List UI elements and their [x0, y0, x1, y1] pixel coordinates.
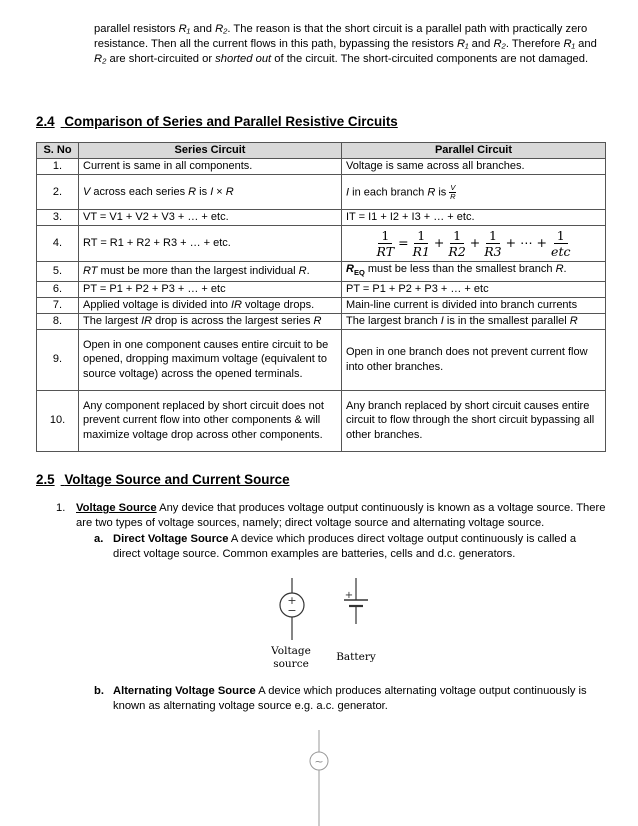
- section-2-4-heading: [36, 114, 398, 129]
- row-number: 5.: [37, 262, 79, 282]
- row-number: 9.: [37, 329, 79, 390]
- var-i: I: [210, 185, 214, 198]
- sub-label-a: a.: [94, 533, 104, 545]
- cell-text: in each branch: [349, 185, 428, 198]
- voltage-source-item: [76, 501, 606, 531]
- cell-text: voltage drops.: [241, 298, 315, 311]
- table-row: [37, 226, 606, 262]
- fraction-1-rt: [377, 228, 395, 259]
- battery-caption: Battery: [336, 651, 376, 663]
- reciprocal-resistance-equation: [346, 228, 601, 259]
- var-i: I: [440, 314, 444, 327]
- header-sno: S. No: [37, 143, 79, 159]
- section-number: 2.4: [36, 114, 55, 129]
- row-number: 2.: [37, 175, 79, 210]
- parallel-cell: IT = I1 + I2 + I3 + … + etc.: [342, 210, 606, 226]
- r1-symbol: R₁: [563, 38, 576, 50]
- parallel-cell: Voltage is same across all branches.: [342, 159, 606, 175]
- fraction-1-etc: [551, 228, 570, 259]
- table-header-row: [37, 143, 606, 159]
- intro-text: . Therefore: [505, 38, 564, 50]
- intro-text: . The reason is that the short circuit is a parallel path with practically zero resistance. Then all the current flows in this path, bypassing the resistors: [94, 23, 588, 50]
- item-text: A device which produces direct voltage output continuously is called a direct voltage source. Common examples are batteries, cells and d.c. generators.: [113, 533, 577, 560]
- section-title: Voltage Source and Current Source: [64, 472, 290, 487]
- var-r: R: [569, 314, 578, 327]
- voltage-source-symbol: [272, 578, 312, 640]
- intro-paragraph: [94, 22, 604, 67]
- series-cell: Current is same in all components.: [79, 159, 342, 175]
- row-number: 3.: [37, 210, 79, 226]
- var-r: R: [225, 185, 234, 198]
- comparison-table: [36, 142, 606, 452]
- row-number: 1.: [37, 159, 79, 175]
- intro-text: and: [190, 23, 216, 35]
- r1-symbol: R₁: [178, 23, 191, 35]
- parallel-cell: [342, 175, 606, 210]
- cell-text: is in the smallest parallel: [443, 314, 570, 327]
- series-cell: Any component replaced by short circuit does not prevent current flow into other components & will maximize voltage drop across other components.: [79, 390, 342, 451]
- fraction-1-r3: [484, 228, 501, 259]
- minus-sign: −: [287, 604, 297, 617]
- section-number: 2.5: [36, 472, 55, 487]
- parallel-cell: [342, 313, 606, 329]
- cell-text: The largest branch: [346, 314, 441, 327]
- cell-text: across each series: [90, 185, 189, 198]
- r2-symbol: R₂: [94, 53, 107, 65]
- voltage-source-term: Voltage Source: [76, 502, 157, 514]
- numerator: 1: [486, 228, 500, 244]
- item-text: A device which produces alternating voltage output continuously is known as alternating voltage source e.g. a.c. generator.: [113, 685, 587, 712]
- series-cell: [79, 297, 342, 313]
- intro-text: parallel resistors: [94, 23, 179, 35]
- tilde-sign: ~: [314, 755, 324, 768]
- cell-text: is: [435, 185, 450, 198]
- cell-text: The largest: [83, 314, 142, 327]
- cell-text: .: [306, 265, 310, 278]
- plus-sign: +: [287, 594, 297, 607]
- fraction-numerator: V: [450, 182, 456, 192]
- equals-sign: =: [398, 235, 409, 251]
- series-cell: Open in one component causes entire circuit to be opened, dropping maximum voltage (equivalent to source voltage) across the opened terminals.: [79, 329, 342, 390]
- row-number: 10.: [37, 390, 79, 451]
- header-parallel: Parallel Circuit: [342, 143, 606, 159]
- series-cell: [79, 262, 342, 282]
- table-row: [37, 313, 606, 329]
- parallel-cell: Main-line current is divided into branch currents: [342, 297, 606, 313]
- r1-symbol: R₁: [456, 38, 469, 50]
- ac-source-symbol: [306, 730, 332, 826]
- fraction-1-r1: [413, 228, 430, 259]
- denominator: RT: [376, 244, 395, 259]
- cell-text: must be less than the smallest branch: [364, 263, 556, 275]
- var-i: I: [346, 185, 350, 198]
- ellipsis-plus: + ⋯ +: [505, 235, 548, 251]
- shorted-out-term: shorted out: [215, 53, 272, 65]
- row-number: 7.: [37, 297, 79, 313]
- var-r: R: [298, 265, 307, 278]
- sub-label-b: b.: [94, 685, 104, 697]
- var-r: R: [427, 185, 436, 198]
- var-r: R: [313, 314, 322, 327]
- parallel-cell: Open in one branch does not prevent current flow into other branches.: [342, 329, 606, 390]
- var-v: V: [83, 185, 91, 198]
- plus-sign: +: [433, 235, 445, 251]
- denominator: etc: [551, 244, 571, 259]
- table-row: [37, 329, 606, 390]
- table-row: [37, 262, 606, 282]
- cell-text: ×: [213, 185, 226, 198]
- intro-text: are short-circuited or: [106, 53, 216, 65]
- series-cell: [79, 175, 342, 210]
- row-number: 6.: [37, 281, 79, 297]
- v-over-r-fraction: [449, 184, 456, 201]
- direct-voltage-source-term: Direct Voltage Source: [113, 533, 229, 545]
- numerator: 1: [450, 228, 464, 244]
- var-r: R: [188, 185, 197, 198]
- alternating-voltage-source-item: [113, 684, 603, 714]
- cell-text: drop is across the largest series: [152, 314, 314, 327]
- numerator: 1: [414, 228, 428, 244]
- row-number: 4.: [37, 226, 79, 262]
- cell-text: .: [563, 263, 567, 275]
- parallel-cell: [342, 262, 606, 282]
- denominator: R1: [412, 244, 430, 259]
- battery-symbol: [338, 578, 374, 640]
- direct-voltage-source-item: [113, 532, 603, 562]
- table-row: [37, 159, 606, 175]
- caption-line: source: [273, 658, 309, 670]
- intro-text: and: [468, 38, 494, 50]
- header-series: Series Circuit: [79, 143, 342, 159]
- series-cell: VT = V1 + V2 + V3 + … + etc.: [79, 210, 342, 226]
- series-cell: RT = R1 + R2 + R3 + … + etc.: [79, 226, 342, 262]
- list-number: 1.: [56, 502, 66, 514]
- numerator: 1: [378, 228, 392, 244]
- table-row: [37, 210, 606, 226]
- cell-text: must be more than the largest individual: [97, 265, 299, 278]
- r2-symbol: R₂: [493, 38, 506, 50]
- voltage-source-caption: [256, 645, 326, 671]
- numerator: 1: [554, 228, 568, 244]
- var-ir: IR: [141, 314, 153, 327]
- plus-sign: +: [344, 590, 354, 601]
- table-row: [37, 390, 606, 451]
- r2-symbol: R₂: [215, 23, 228, 35]
- intro-text: of the circuit. The short-circuited components are not damaged.: [271, 53, 589, 65]
- parallel-cell: [342, 226, 606, 262]
- row-number: 8.: [37, 313, 79, 329]
- eq-subscript: EQ: [353, 268, 365, 278]
- item-text: Any device that produces voltage output continuously is known as a voltage source. There are two types of voltage sources, namely; direct voltage source and alternating voltage source.: [76, 502, 606, 529]
- table-row: [37, 175, 606, 210]
- parallel-cell: Any branch replaced by short circuit causes entire circuit to flow through the short circuit bypassing all other branches.: [342, 390, 606, 451]
- plus-sign: +: [469, 235, 481, 251]
- table-row: [37, 281, 606, 297]
- table-row: [37, 297, 606, 313]
- var-r: R: [346, 263, 354, 275]
- var-ir: IR: [230, 298, 242, 311]
- parallel-cell: PT = P1 + P2 + P3 + … + etc: [342, 281, 606, 297]
- denominator: R2: [448, 244, 466, 259]
- series-cell: PT = P1 + P2 + P3 + … + etc: [79, 281, 342, 297]
- var-rt: RT: [83, 265, 98, 278]
- caption-line: Voltage: [271, 645, 311, 657]
- denominator: R3: [484, 244, 502, 259]
- alternating-voltage-source-term: Alternating Voltage Source: [113, 685, 256, 697]
- var-r: R: [555, 263, 564, 275]
- cell-text: Applied voltage is divided into: [83, 298, 231, 311]
- section-2-5-heading: [36, 472, 290, 487]
- cell-text: is: [196, 185, 211, 198]
- intro-text: and: [575, 38, 597, 50]
- fraction-denominator: R: [450, 191, 456, 201]
- section-title: Comparison of Series and Parallel Resistive Circuits: [64, 114, 398, 129]
- fraction-1-r2: [448, 228, 465, 259]
- series-cell: [79, 313, 342, 329]
